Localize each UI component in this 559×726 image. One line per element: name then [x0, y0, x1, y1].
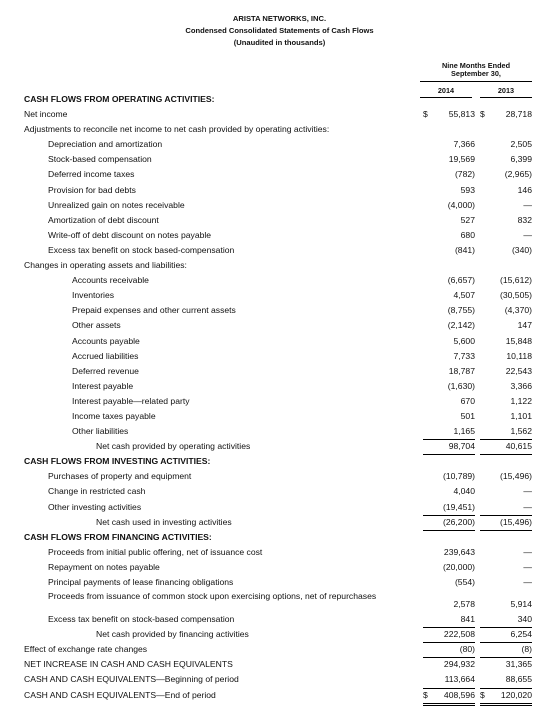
table-row	[0, 258, 559, 273]
value-2014: 113,664	[423, 672, 475, 688]
table-row	[0, 318, 559, 333]
row-label: CASH AND CASH EQUIVALENTS—Beginning of period	[24, 674, 239, 685]
row-label: Accounts payable	[72, 335, 140, 346]
year-2013-header: 2013	[480, 86, 532, 98]
row-label: CASH FLOWS FROM INVESTING ACTIVITIES:	[24, 456, 211, 467]
row-label: Other liabilities	[72, 426, 129, 437]
value-2014: (20,000)	[442, 561, 475, 572]
value-2014: (2,142)	[447, 320, 475, 331]
table-row	[0, 424, 559, 439]
value-2013: 1,562	[480, 424, 532, 440]
value-2013: —	[480, 500, 532, 516]
table-row	[0, 612, 559, 627]
row-label: Interest payable	[72, 380, 134, 391]
value-2013: (15,612)	[499, 275, 532, 286]
value-2013: 22,543	[505, 365, 532, 376]
row-label: Net cash provided by financing activities	[96, 629, 249, 640]
value-2014: (10,789)	[442, 471, 475, 482]
value-2013: (8)	[480, 642, 532, 658]
row-label: Provision for bad debts	[48, 184, 136, 195]
table-row	[0, 590, 559, 612]
value-2014: 98,704	[423, 439, 475, 455]
statement-basis: (Unaudited in thousands)	[233, 38, 326, 47]
value-2014: 2,578	[453, 599, 475, 610]
table-row	[0, 394, 559, 409]
currency-symbol: $	[423, 689, 428, 700]
row-label: Excess tax benefit on stock-based compensation	[48, 614, 235, 625]
value-2014: 239,643	[443, 546, 475, 557]
row-label: Proceeds from initial public offering, net of issuance cost	[48, 546, 263, 557]
value-2014: (4,000)	[447, 199, 475, 210]
value-2014: 19,569	[448, 154, 475, 165]
row-label: Net cash used in investing activities	[96, 516, 232, 527]
table-row	[0, 560, 559, 575]
value-2014: 670	[460, 395, 475, 406]
row-label: Stock-based compensation	[48, 154, 152, 165]
value-2014: (80)	[423, 642, 475, 658]
value-2013: 3,366	[510, 380, 532, 391]
value-2014: 841	[423, 612, 475, 628]
row-label: Changes in operating assets and liabilities:	[24, 260, 187, 271]
value-2013: $ 120,020	[480, 688, 532, 706]
value-2014: $ 55,813	[423, 107, 475, 122]
table-row	[0, 349, 559, 364]
row-label: Principal payments of lease financing obligations	[48, 577, 234, 587]
value-2014: 680	[460, 229, 475, 240]
value-2013: 1,101	[510, 410, 532, 421]
row-label: Income taxes payable	[72, 410, 156, 421]
table-row	[0, 545, 559, 560]
table-row	[0, 288, 559, 303]
table-row	[0, 167, 559, 182]
value-2013: (340)	[511, 244, 532, 255]
year-2014-header: 2014	[420, 86, 472, 98]
table-row	[0, 672, 559, 687]
value-2013: —	[523, 486, 532, 497]
value-2013: 5,914	[510, 599, 532, 610]
row-label: CASH AND CASH EQUIVALENTS—End of period	[24, 689, 216, 700]
value-2014: 7,366	[453, 139, 475, 150]
value-2013: 340	[480, 612, 532, 628]
row-label: Repayment on notes payable	[48, 561, 160, 572]
table-row	[0, 243, 559, 258]
row-label: Purchases of property and equipment	[48, 471, 192, 482]
value-2013: 15,848	[505, 335, 532, 346]
table-row	[0, 627, 559, 642]
value-2014: 1,165	[423, 424, 475, 440]
value-2013: 2,505	[510, 139, 532, 150]
statement-title: Condensed Consolidated Statements of Cash Flows	[185, 26, 374, 35]
row-label: Other assets	[72, 320, 121, 331]
table-row	[0, 107, 559, 122]
currency-symbol: $	[480, 689, 485, 700]
value-2013: 40,615	[480, 439, 532, 455]
value-2014: 593	[460, 184, 475, 195]
row-label: Accrued liabilities	[72, 350, 139, 361]
value-2014: 7,733	[453, 350, 475, 361]
value-2013: (2,965)	[504, 169, 532, 180]
value-2013: 10,118	[506, 350, 532, 361]
value-2014: 4,507	[453, 290, 475, 301]
value-2014: (19,451)	[423, 500, 475, 516]
table-row	[0, 688, 559, 703]
row-label: Amortization of debt discount	[48, 214, 159, 225]
value-2014: 4,040	[453, 486, 475, 497]
table-row	[0, 303, 559, 318]
row-label: Net cash provided by operating activities	[96, 441, 251, 452]
row-label: Deferred income taxes	[48, 169, 135, 180]
value-2013: (4,370)	[504, 305, 532, 316]
value-2013: $ 28,718	[480, 107, 532, 122]
company-name: ARISTA NETWORKS, INC.	[232, 14, 327, 23]
value-2014: 527	[460, 214, 475, 225]
value-2013: (15,496)	[480, 515, 532, 531]
value-2014: 222,508	[423, 627, 475, 643]
table-row	[0, 364, 559, 379]
table-row	[0, 198, 559, 213]
value-2013: (15,496)	[499, 471, 532, 482]
row-label: Accounts receivable	[72, 275, 149, 286]
table-row	[0, 213, 559, 228]
table-row	[0, 484, 559, 499]
row-label: NET INCREASE IN CASH AND CASH EQUIVALENTS	[24, 659, 233, 670]
row-label: Inventories	[72, 290, 115, 301]
value-2013: —	[523, 577, 532, 587]
table-row	[0, 273, 559, 288]
value-2013: 6,399	[510, 154, 532, 165]
value-2014: 5,600	[453, 335, 475, 346]
value-2014: (26,200)	[423, 515, 475, 531]
row-label: Depreciation and amortization	[48, 139, 163, 150]
value-2014: (554)	[454, 577, 475, 587]
table-row	[0, 183, 559, 198]
value-2014: 294,932	[443, 659, 475, 670]
table-row	[0, 500, 559, 515]
value-2013: —	[523, 199, 532, 210]
table-row	[0, 228, 559, 243]
row-label: Other investing activities	[48, 501, 142, 512]
row-label: Effect of exchange rate changes	[24, 644, 148, 655]
value-2013: —	[523, 229, 532, 240]
table-row	[0, 439, 559, 454]
table-row	[0, 152, 559, 167]
value-2014: (6,657)	[447, 275, 475, 286]
value-2013: 88,655	[480, 672, 532, 688]
value-2014: 18,787	[448, 365, 475, 376]
value-2013: —	[523, 546, 532, 557]
value-2014: $ 408,596	[423, 688, 475, 706]
value-2013: 6,254	[480, 627, 532, 643]
table-row	[0, 137, 559, 152]
table-row	[0, 657, 559, 672]
statement-header	[0, 13, 559, 49]
row-label: Proceeds from issuance of common stock upon exercising options, net of repurchases	[48, 591, 377, 602]
value-2013: 1,122	[510, 395, 532, 406]
row-label: Unrealized gain on notes receivable	[48, 199, 185, 210]
value-2013: 147	[517, 320, 532, 331]
row-label: CASH FLOWS FROM OPERATING ACTIVITIES:	[24, 94, 215, 104]
table-row	[0, 92, 559, 107]
value-2014: (8,755)	[447, 305, 475, 316]
row-label: Net income	[24, 109, 68, 120]
row-label: Adjustments to reconcile net income to net cash provided by operating activities:	[24, 124, 330, 135]
value-2013: (30,505)	[499, 290, 532, 301]
table-row	[0, 454, 559, 469]
table-row	[0, 642, 559, 657]
value-2013: —	[523, 561, 532, 572]
table-row	[0, 575, 559, 590]
currency-symbol: $	[423, 109, 428, 120]
period-label: Nine Months Ended September 30,	[420, 62, 532, 82]
value-2014: 501	[460, 410, 475, 421]
table-row	[0, 334, 559, 349]
table-row	[0, 530, 559, 545]
value-2014: (782)	[454, 169, 475, 180]
value-2013: 832	[517, 214, 532, 225]
currency-symbol: $	[480, 109, 485, 120]
row-label: Deferred revenue	[72, 365, 139, 376]
cash-flow-table	[0, 92, 559, 703]
row-label: Excess tax benefit on stock based-compensation	[48, 244, 235, 255]
row-label: Write-off of debt discount on notes payable	[48, 229, 212, 240]
row-label: Change in restricted cash	[48, 486, 146, 497]
value-2013: 146	[517, 184, 532, 195]
table-row	[0, 515, 559, 530]
value-2013: 31,365	[505, 659, 532, 670]
table-row	[0, 122, 559, 137]
table-row	[0, 379, 559, 394]
table-row	[0, 469, 559, 484]
row-label: CASH FLOWS FROM FINANCING ACTIVITIES:	[24, 531, 212, 542]
value-2014: (1,630)	[447, 380, 475, 391]
value-2014: (841)	[454, 244, 475, 255]
row-label: Interest payable—related party	[72, 395, 190, 406]
table-row	[0, 409, 559, 424]
row-label: Prepaid expenses and other current assets	[72, 305, 236, 316]
